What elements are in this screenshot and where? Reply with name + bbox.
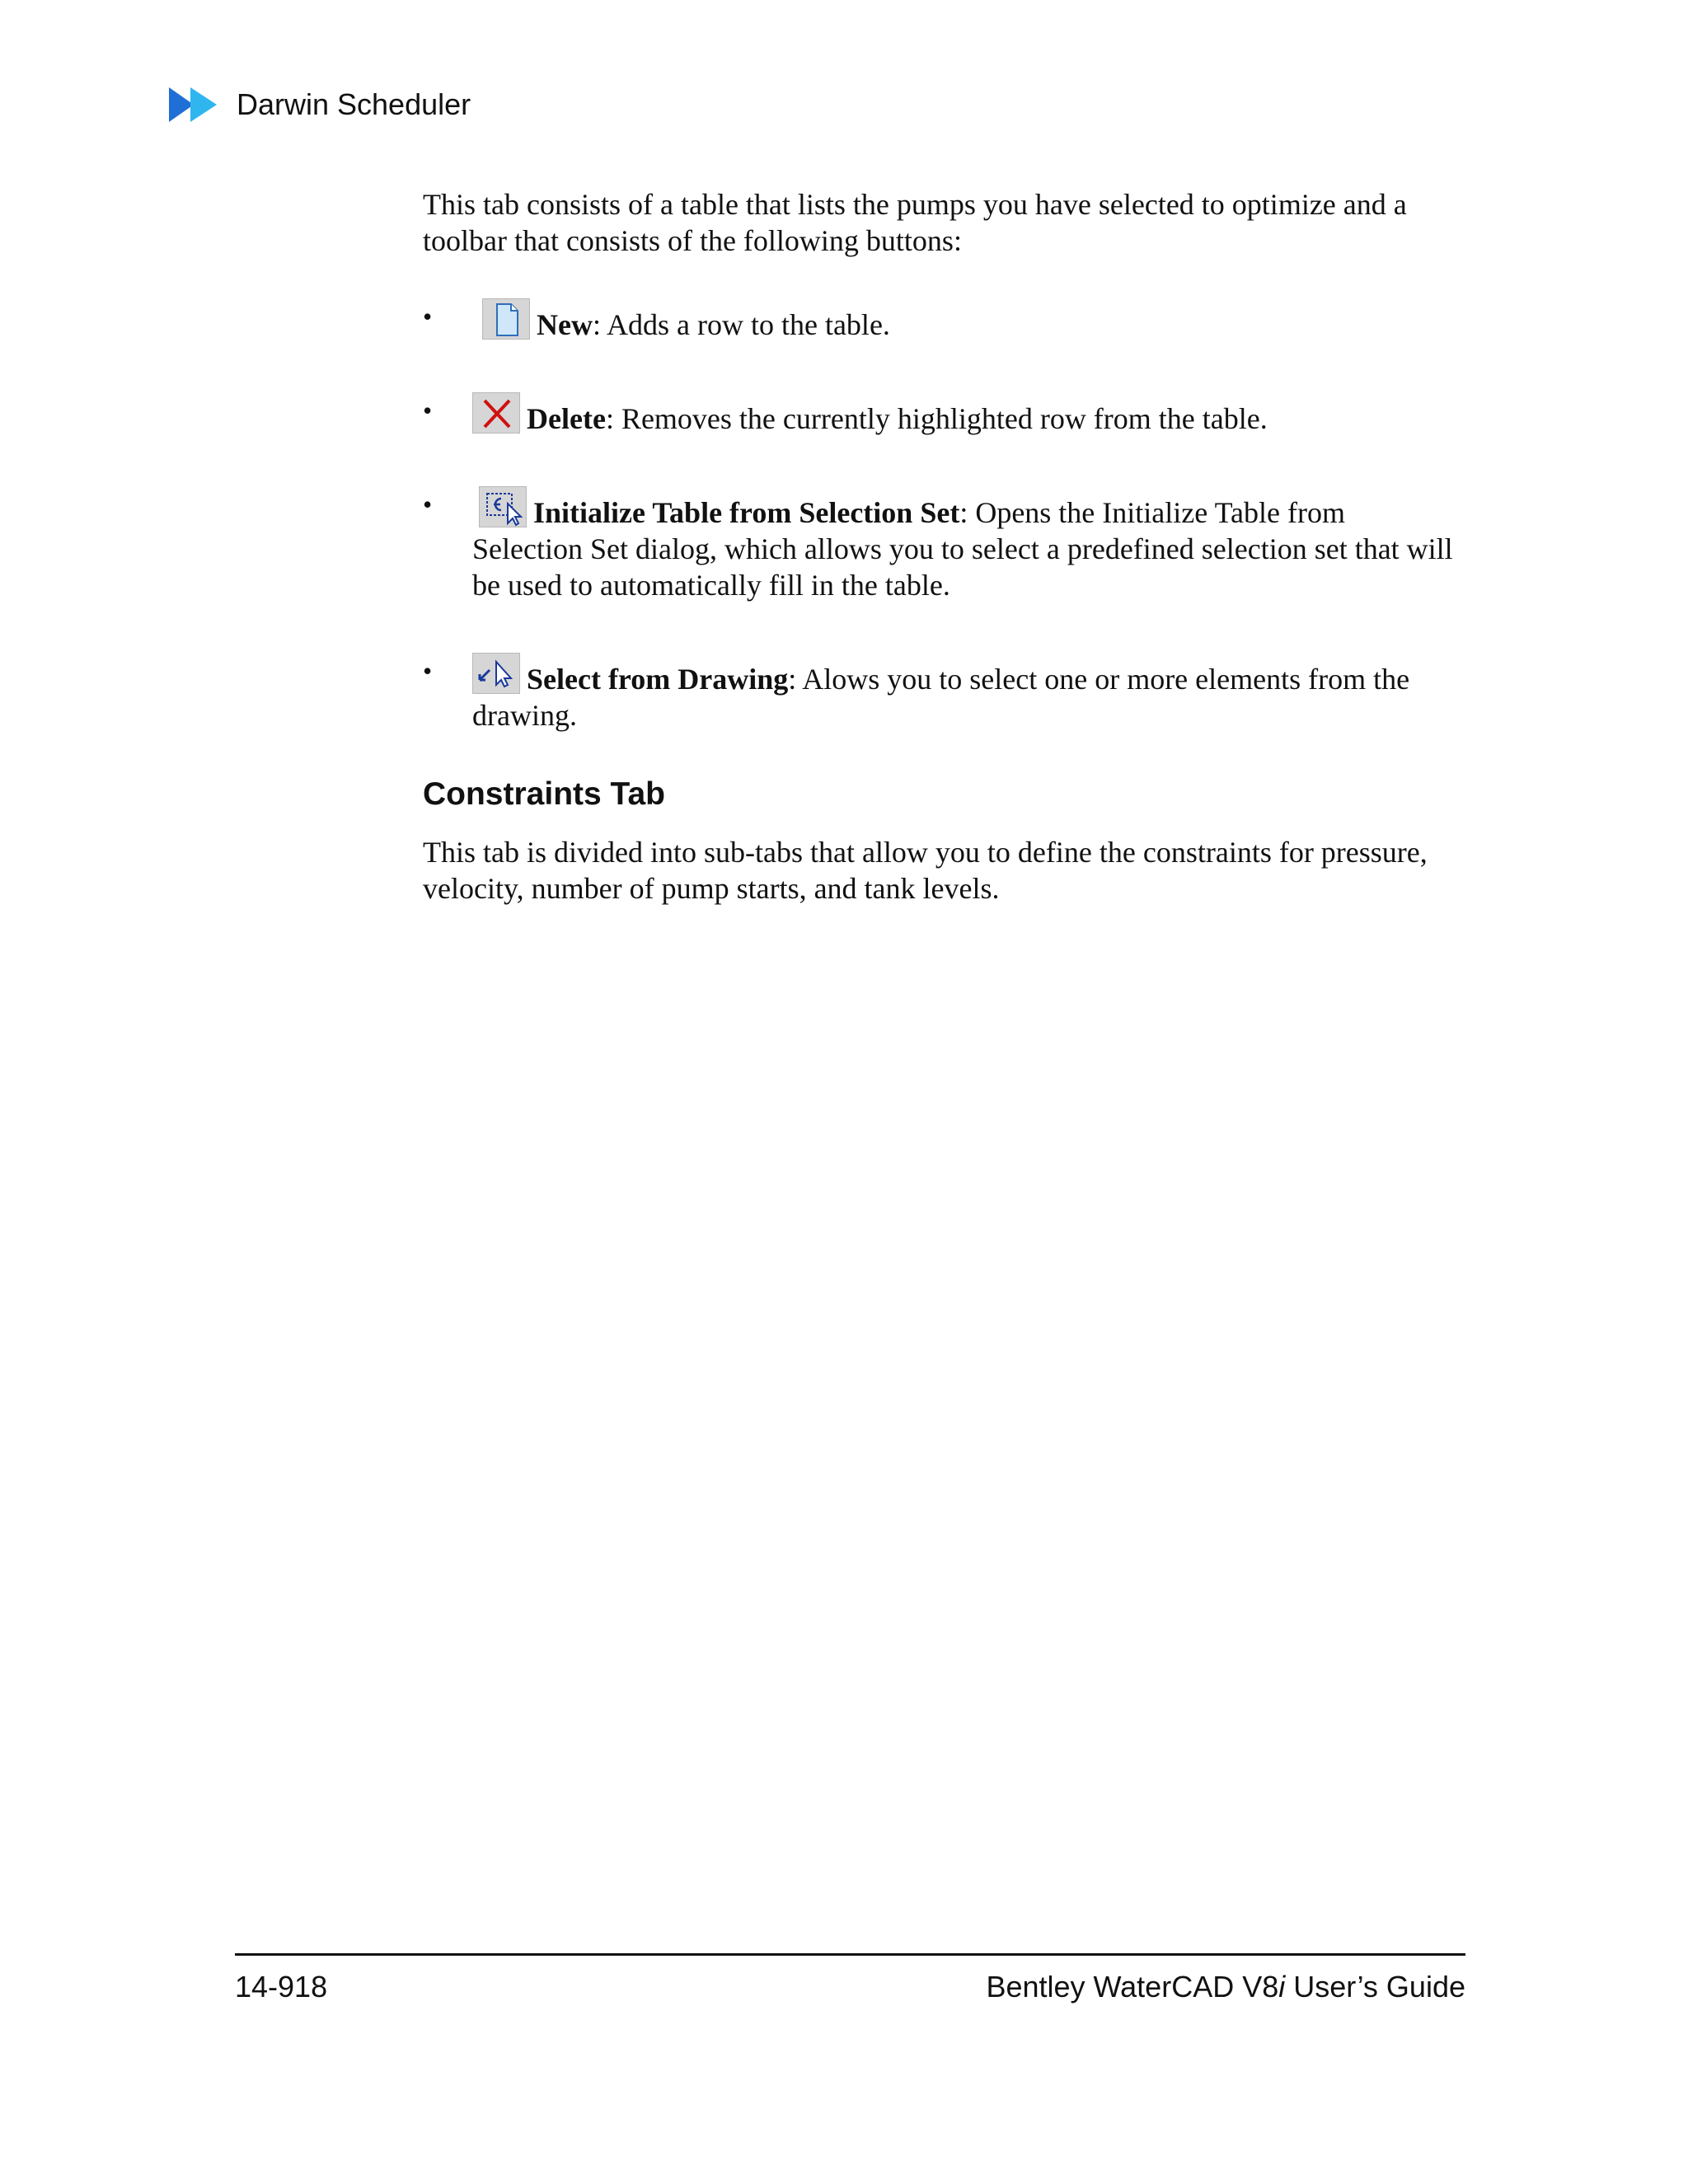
guide-title [986, 1970, 1465, 2004]
guide-title-italic: i [1278, 1970, 1286, 2004]
item-description: : Removes the currently highlighted row from the table. [605, 402, 1268, 435]
list-item-select-from-drawing [423, 653, 1461, 733]
item-name: Select from Drawing [527, 663, 789, 696]
item-description: : Opens the Initialize Table from Selection Set dialog, which allows you to select a predefined selection set that will be used to automatically fill in the table. [472, 496, 1453, 602]
intro-paragraph: This tab consists of a table that lists the pumps you have selected to optimize and a toolbar that consists of the following buttons: [423, 188, 1407, 257]
footer-divider [235, 1953, 1465, 1956]
item-name: New [537, 308, 593, 341]
delete-x-icon [472, 392, 520, 434]
list-item-new [423, 298, 1461, 343]
item-description: : Adds a row to the table. [592, 308, 890, 341]
guide-title-prefix: Bentley WaterCAD V8 [986, 1970, 1279, 2004]
header-title: Darwin Scheduler [237, 87, 471, 121]
main-content [423, 186, 1461, 907]
toolbar-button-list [423, 298, 1461, 733]
guide-title-suffix: User’s Guide [1285, 1970, 1465, 2004]
select-pointer-icon [472, 653, 520, 694]
bullet: • [423, 396, 433, 425]
bullet: • [423, 656, 433, 686]
bullet: • [423, 490, 433, 519]
item-description: : Alows you to select one or more elements from the drawing. [472, 663, 1410, 732]
new-document-icon [482, 298, 530, 340]
item-name: Initialize Table from Selection Set [533, 496, 960, 529]
page-header [169, 87, 471, 122]
section-heading: Constraints Tab [423, 776, 665, 812]
section-paragraph: This tab is divided into sub-tabs that allow you to define the constraints for pressure, velocity, number of pump starts, and tank levels. [423, 836, 1428, 905]
double-arrow-logo-icon [169, 87, 220, 122]
bullet: • [423, 302, 433, 331]
list-item-initialize-table [423, 486, 1461, 603]
page-number: 14-918 [235, 1970, 328, 2004]
list-item-delete [423, 392, 1461, 437]
selection-set-icon [479, 486, 527, 527]
item-name: Delete [527, 402, 606, 435]
